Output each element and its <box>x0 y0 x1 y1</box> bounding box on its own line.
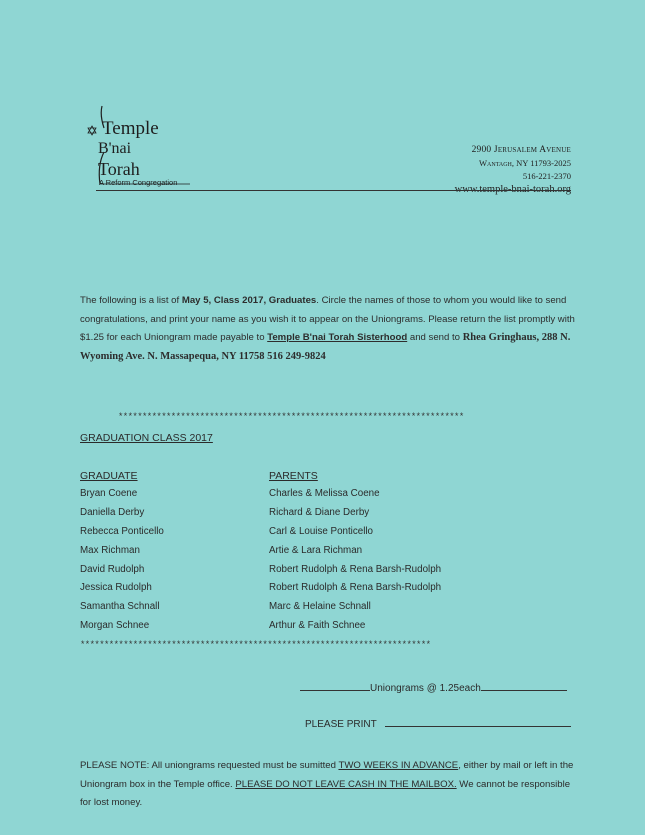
intro-text-3: and send to <box>407 332 463 343</box>
total-blank[interactable] <box>481 681 567 691</box>
graduate-row <box>80 620 540 639</box>
quantity-blank[interactable] <box>300 681 370 691</box>
intro-payee: Temple B'nai Torah Sisterhood <box>267 332 408 343</box>
print-name-blank[interactable] <box>385 717 571 727</box>
logo-tagline: A Reform Congregation <box>99 178 178 187</box>
logo-text-temple: Temple <box>102 118 159 139</box>
graduate-name: Rebecca Ponticello <box>80 525 164 537</box>
graduate-row <box>80 601 540 620</box>
graduate-name: Max Richman <box>80 544 140 556</box>
graduate-row <box>80 545 540 564</box>
please-note-paragraph <box>80 757 580 813</box>
section-title: GRADUATION CLASS 2017 <box>80 432 213 444</box>
graduate-row <box>80 488 540 507</box>
parents-name: Artie & Lara Richman <box>269 544 363 556</box>
print-name-line <box>305 717 571 730</box>
column-header-parents: PARENTS <box>269 470 318 482</box>
intro-text-1: The following is a list of <box>80 295 182 306</box>
parents-name: Robert Rudolph & Rena Barsh-Rudolph <box>269 563 442 575</box>
graduate-name: Bryan Coene <box>80 488 138 499</box>
note-cash-warning: PLEASE DO NOT LEAVE CASH IN THE MAILBOX. <box>235 778 457 790</box>
intro-recipient: Rhea Gringhaus, 288 N. Wyoming Ave. N. Massapequa, NY 11758 516 249-9824 <box>80 332 571 362</box>
note-text-1: PLEASE NOTE: All uniongrams requested must be sumitted <box>80 760 339 771</box>
letterhead-divider <box>96 190 571 191</box>
parents-name: Charles & Melissa Coene <box>269 488 380 499</box>
graduate-name: David Rudolph <box>80 563 145 575</box>
graduate-name: Jessica Rudolph <box>80 582 152 594</box>
parents-name: Arthur & Faith Schnee <box>269 620 366 632</box>
star-divider-bottom: ************************************************************************* <box>80 640 431 650</box>
parents-name: Carl & Louise Ponticello <box>269 525 374 537</box>
graduate-list <box>80 488 540 639</box>
parents-name: Robert Rudolph & Rena Barsh-Rudolph <box>269 582 442 594</box>
logo-text-bnai: B'nai <box>98 140 132 157</box>
note-deadline: TWO WEEKS IN ADVANCE <box>338 760 459 771</box>
note-text-3: We cannot be responsible for lost money. <box>80 778 571 808</box>
logo-text-torah: Torah <box>98 159 140 179</box>
parents-name: Marc & Helaine Schnall <box>269 601 371 613</box>
intro-class-date: May 5, Class 2017, Graduates <box>181 295 317 306</box>
intro-paragraph <box>80 292 578 366</box>
intro-text-2: . Circle the names of those to whom you would like to send congratulations, and print your name as you wish it to appear on the Uniongrams. Please return the list promptly with $1.25 for each Uniongram made payable to <box>80 295 575 343</box>
column-header-graduate: GRADUATE <box>80 470 138 482</box>
graduate-name: Samantha Schnall <box>80 601 160 613</box>
address-phone: 516-221-2370 <box>522 171 571 181</box>
graduate-row <box>80 507 540 526</box>
address-city: Wantagh, NY 11793-2025 <box>479 158 571 168</box>
uniongram-order-label: Uniongrams @ 1.25each <box>370 683 481 694</box>
graduate-row <box>80 582 540 601</box>
uniongram-order-line <box>300 681 567 694</box>
temple-logo <box>84 104 204 190</box>
parents-name: Richard & Diane Derby <box>269 506 370 518</box>
graduate-row <box>80 564 540 583</box>
note-text-2: , either by mail or left in the Uniongram box in the Temple office. <box>80 760 574 790</box>
print-name-label: PLEASE PRINT <box>305 719 377 730</box>
star-divider-top: ************************************************************************ <box>118 412 464 422</box>
graduate-name: Daniella Derby <box>80 506 145 518</box>
graduate-name: Morgan Schnee <box>80 620 150 632</box>
address-block <box>455 144 571 196</box>
graduate-row <box>80 526 540 545</box>
address-street: 2900 Jerusalem Avenue <box>471 145 571 155</box>
